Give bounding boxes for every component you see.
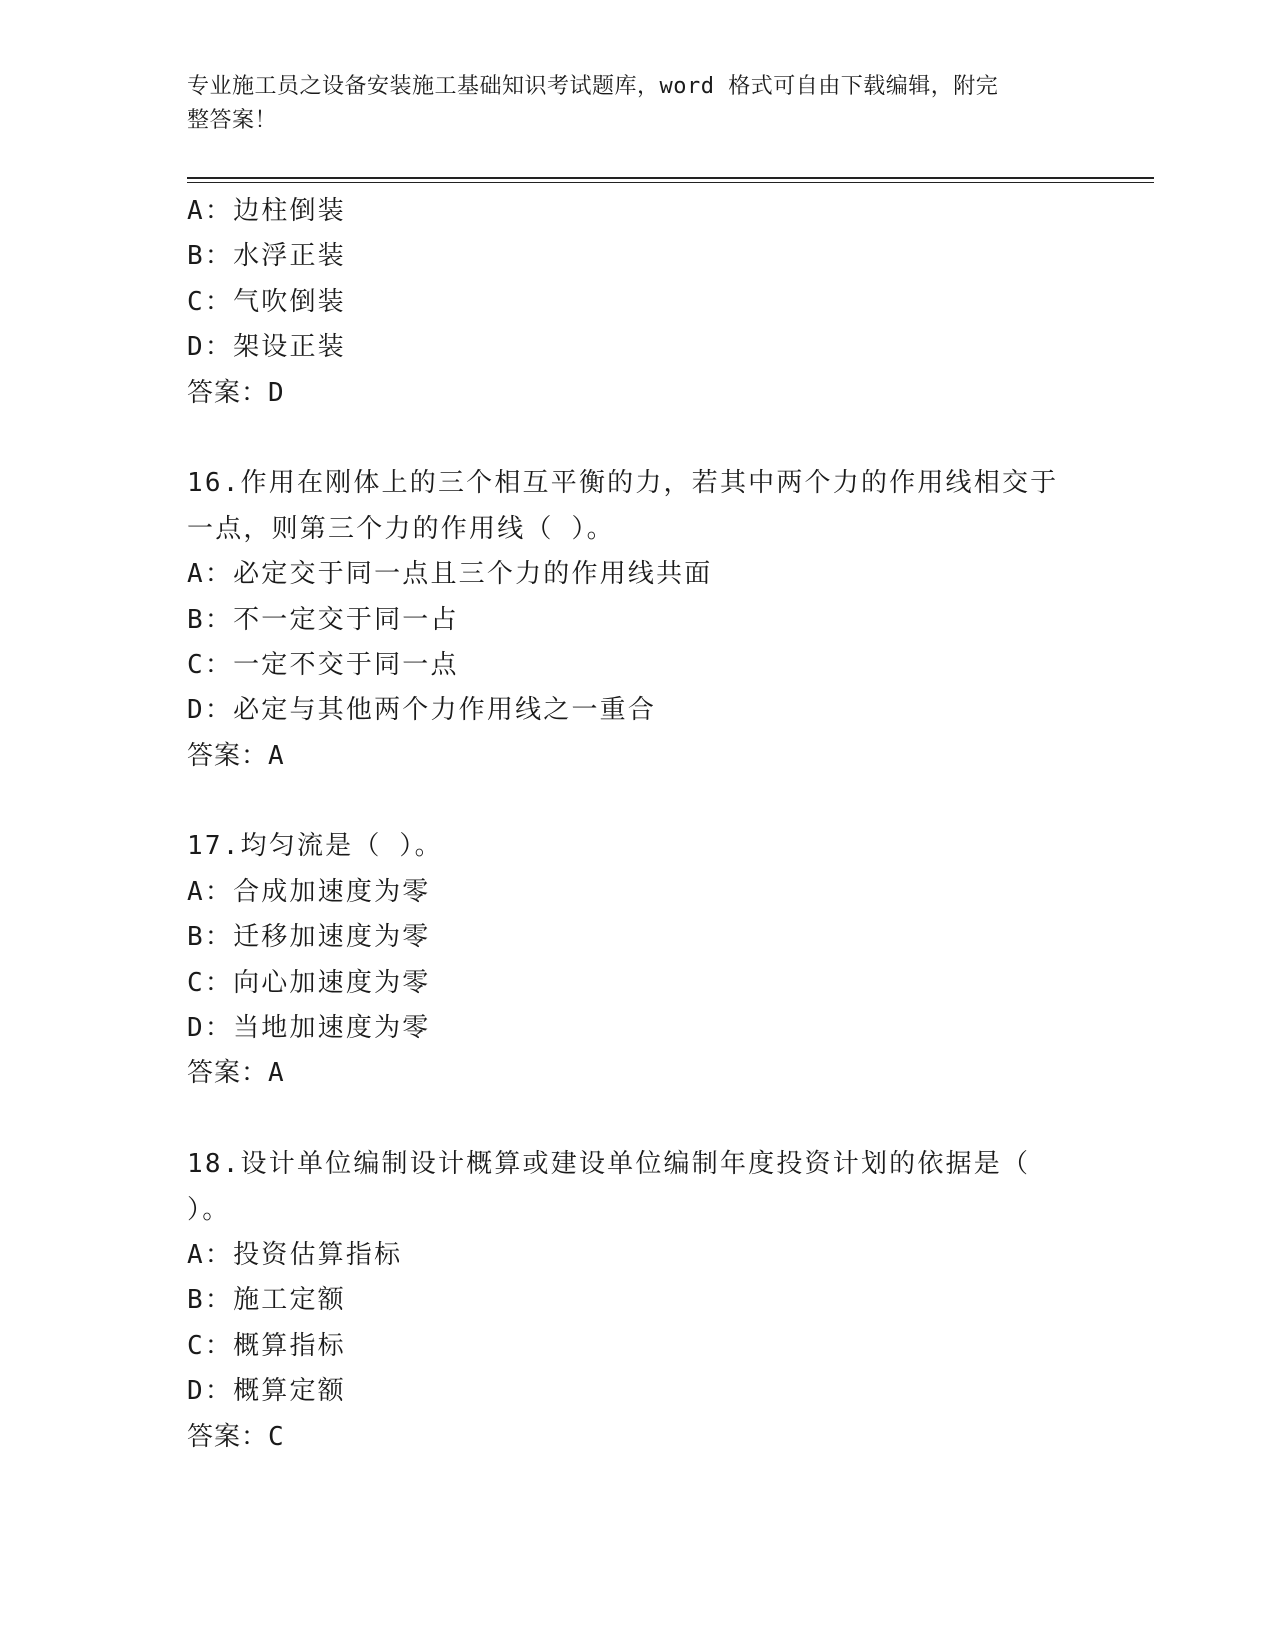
header-line-1: 专业施工员之设备安装施工基础知识考试题库，word 格式可自由下载编辑，附完 — [187, 74, 999, 99]
option-b: B：水浮正装 — [187, 241, 346, 272]
question-block-15 — [187, 189, 1087, 416]
option-b: B：迁移加速度为零 — [187, 922, 431, 953]
question-block-18 — [187, 1142, 1087, 1460]
question-block-17 — [187, 824, 1087, 1096]
question-text-line-1: 16.作用在刚体上的三个相互平衡的力，若其中两个力的作用线相交于 — [187, 468, 1059, 499]
option-c: C：气吹倒装 — [187, 286, 346, 317]
option-d: D：当地加速度为零 — [187, 1013, 431, 1044]
header-divider-thin — [187, 182, 1154, 183]
answer-line: 答案：D — [187, 377, 285, 408]
option-a: A：合成加速度为零 — [187, 876, 431, 907]
question-list — [187, 189, 1087, 1460]
option-d: D：架设正装 — [187, 332, 346, 363]
option-c: C：一定不交于同一点 — [187, 649, 459, 680]
option-a: A：边柱倒装 — [187, 196, 346, 226]
option-a: A：投资估算指标 — [187, 1239, 403, 1270]
answer-line: 答案：A — [187, 740, 285, 771]
question-text-line-1: 17.均匀流是（ ）。 — [187, 831, 443, 862]
header-divider — [187, 177, 1154, 179]
option-d: D：必定与其他两个力作用线之一重合 — [187, 695, 657, 726]
question-block-16 — [187, 461, 1087, 779]
answer-line: 答案：C — [187, 1421, 285, 1452]
option-a: A：必定交于同一点且三个力的作用线共面 — [187, 559, 713, 590]
option-c: C：概算指标 — [187, 1330, 346, 1361]
question-text-line-2: 一点，则第三个力的作用线（ ）。 — [187, 513, 615, 544]
header-line-2: 整答案！ — [187, 108, 278, 133]
question-text-line-2: ）。 — [187, 1194, 231, 1225]
answer-line: 答案：A — [187, 1058, 285, 1089]
option-b: B：施工定额 — [187, 1285, 346, 1316]
document-header — [187, 70, 1067, 138]
option-b: B：不一定交于同一占 — [187, 604, 459, 635]
question-text-line-1: 18.设计单位编制设计概算或建设单位编制年度投资计划的依据是（ — [187, 1149, 1031, 1180]
option-c: C：向心加速度为零 — [187, 967, 431, 998]
option-d: D：概算定额 — [187, 1376, 346, 1407]
